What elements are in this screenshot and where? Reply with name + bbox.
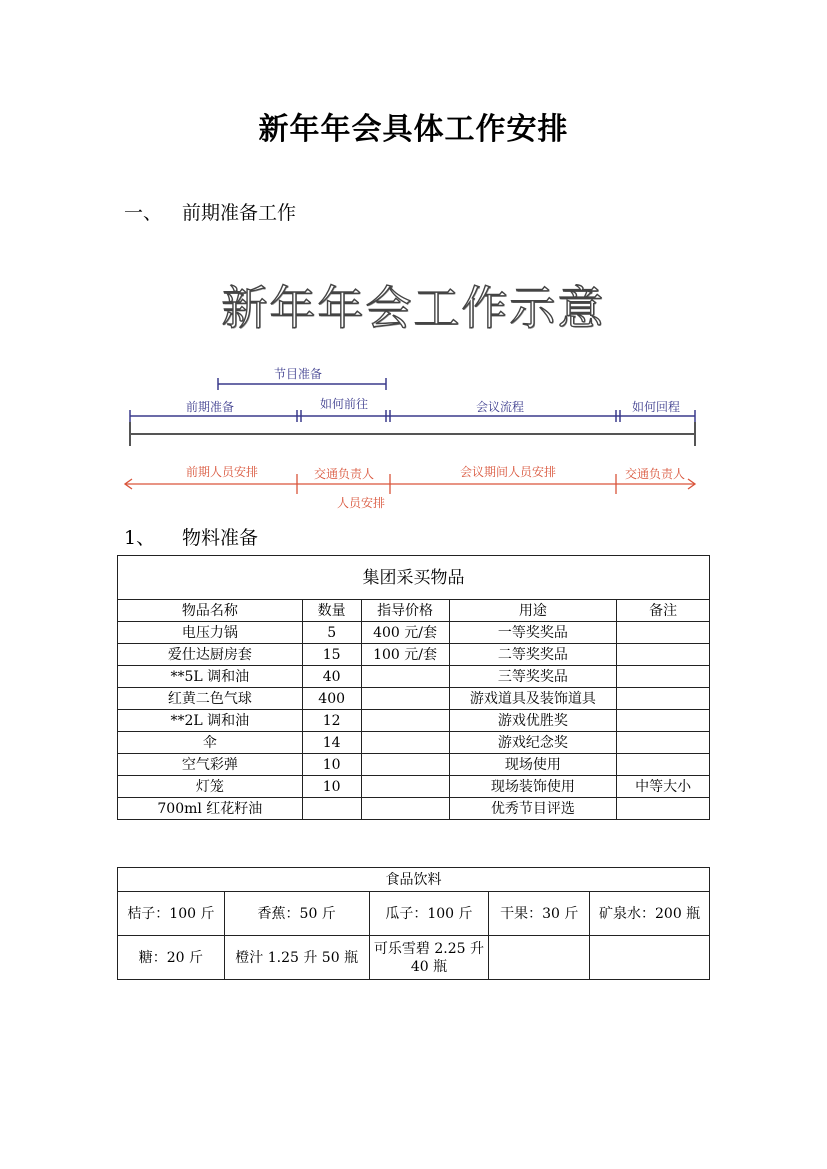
food-cell: 可乐雪碧 2.25 升 40 瓶 — [369, 936, 489, 980]
item-use: 现场使用 — [449, 754, 617, 776]
subsection-label: 物料准备 — [182, 527, 259, 549]
item-note: 中等大小 — [617, 776, 710, 798]
purchase-table — [117, 555, 710, 820]
item-note — [617, 688, 710, 710]
table-row — [118, 776, 710, 798]
item-price — [361, 688, 449, 710]
item-qty: 5 — [302, 622, 361, 644]
food-drinks-table — [117, 867, 710, 980]
table-row — [118, 732, 710, 754]
label-meeting: 会议流程 — [475, 400, 525, 414]
subsection-heading-materials — [124, 523, 258, 550]
item-note — [617, 644, 710, 666]
workflow-diagram — [0, 340, 827, 520]
item-qty: 10 — [302, 776, 361, 798]
page-title: 新年年会具体工作安排 — [258, 112, 569, 147]
table-row — [118, 936, 710, 980]
item-note — [617, 622, 710, 644]
header-cell: 用途 — [449, 600, 617, 622]
item-price: 100 元/套 — [361, 644, 449, 666]
label-how-return: 如何回程 — [631, 400, 681, 414]
table-row — [118, 622, 710, 644]
item-price — [361, 666, 449, 688]
food-cell: 桔子：100 斤 — [118, 892, 225, 936]
item-name: 爱仕达厨房套 — [118, 644, 303, 666]
item-use: 游戏优胜奖 — [449, 710, 617, 732]
table-row — [118, 644, 710, 666]
header-cell: 指导价格 — [361, 600, 449, 622]
item-note — [617, 798, 710, 820]
table-header-row — [118, 600, 710, 622]
item-use: 二等奖奖品 — [449, 644, 617, 666]
item-name: 伞 — [118, 732, 303, 754]
label-traffic-2: 交通负责人 — [624, 467, 686, 481]
label-staff: 人员安排 — [336, 496, 386, 510]
table-row — [118, 710, 710, 732]
diagram-title: 新年年会工作示意 — [221, 281, 606, 335]
food-cell: 橙汁 1.25 升 50 瓶 — [224, 936, 369, 980]
item-qty: 15 — [302, 644, 361, 666]
label-prep-staff: 前期人员安排 — [185, 465, 259, 479]
label-traffic-1: 交通负责人 — [313, 467, 375, 481]
label-meeting-staff: 会议期间人员安排 — [459, 465, 557, 479]
food-cell: 香蕉：50 斤 — [224, 892, 369, 936]
item-price — [361, 710, 449, 732]
item-use: 游戏纪念奖 — [449, 732, 617, 754]
item-name: 红黄二色气球 — [118, 688, 303, 710]
food-cell: 干果：30 斤 — [489, 892, 590, 936]
item-use: 三等奖奖品 — [449, 666, 617, 688]
subsection-number: 1、 — [124, 527, 156, 549]
item-note — [617, 666, 710, 688]
item-price — [361, 732, 449, 754]
item-price — [361, 754, 449, 776]
food-cell — [590, 936, 710, 980]
header-cell: 备注 — [617, 600, 710, 622]
item-use: 优秀节目评选 — [449, 798, 617, 820]
item-price: 400 元/套 — [361, 622, 449, 644]
item-name: 空气彩弹 — [118, 754, 303, 776]
item-name: **2L 调和油 — [118, 710, 303, 732]
item-price — [361, 798, 449, 820]
food-cell — [489, 936, 590, 980]
item-qty — [302, 798, 361, 820]
section-number: 一、 — [124, 202, 163, 224]
item-use: 现场装饰使用 — [449, 776, 617, 798]
label-prep: 前期准备 — [185, 400, 235, 414]
food-cell: 瓜子：100 斤 — [369, 892, 489, 936]
label-how-go: 如何前往 — [319, 397, 369, 411]
item-price — [361, 776, 449, 798]
item-note — [617, 710, 710, 732]
item-note — [617, 732, 710, 754]
item-name: 700ml 红花籽油 — [118, 798, 303, 820]
item-name: 电压力锅 — [118, 622, 303, 644]
item-qty: 14 — [302, 732, 361, 754]
table-row — [118, 754, 710, 776]
table-row — [118, 892, 710, 936]
header-cell: 数量 — [302, 600, 361, 622]
section-heading-prep — [124, 198, 296, 225]
food-cell: 糖：20 斤 — [118, 936, 225, 980]
table-row — [118, 666, 710, 688]
table-caption: 集团采买物品 — [118, 556, 710, 600]
item-qty: 10 — [302, 754, 361, 776]
item-use: 一等奖奖品 — [449, 622, 617, 644]
table-row — [118, 688, 710, 710]
item-qty: 40 — [302, 666, 361, 688]
item-qty: 12 — [302, 710, 361, 732]
header-cell: 物品名称 — [118, 600, 303, 622]
item-use: 游戏道具及装饰道具 — [449, 688, 617, 710]
table-row — [118, 798, 710, 820]
item-name: 灯笼 — [118, 776, 303, 798]
item-note — [617, 754, 710, 776]
food-cell: 矿泉水：200 瓶 — [590, 892, 710, 936]
table-caption: 食品饮料 — [118, 868, 710, 892]
item-name: **5L 调和油 — [118, 666, 303, 688]
section-label: 前期准备工作 — [182, 202, 297, 224]
item-qty: 400 — [302, 688, 361, 710]
label-program: 节目准备 — [273, 367, 323, 381]
